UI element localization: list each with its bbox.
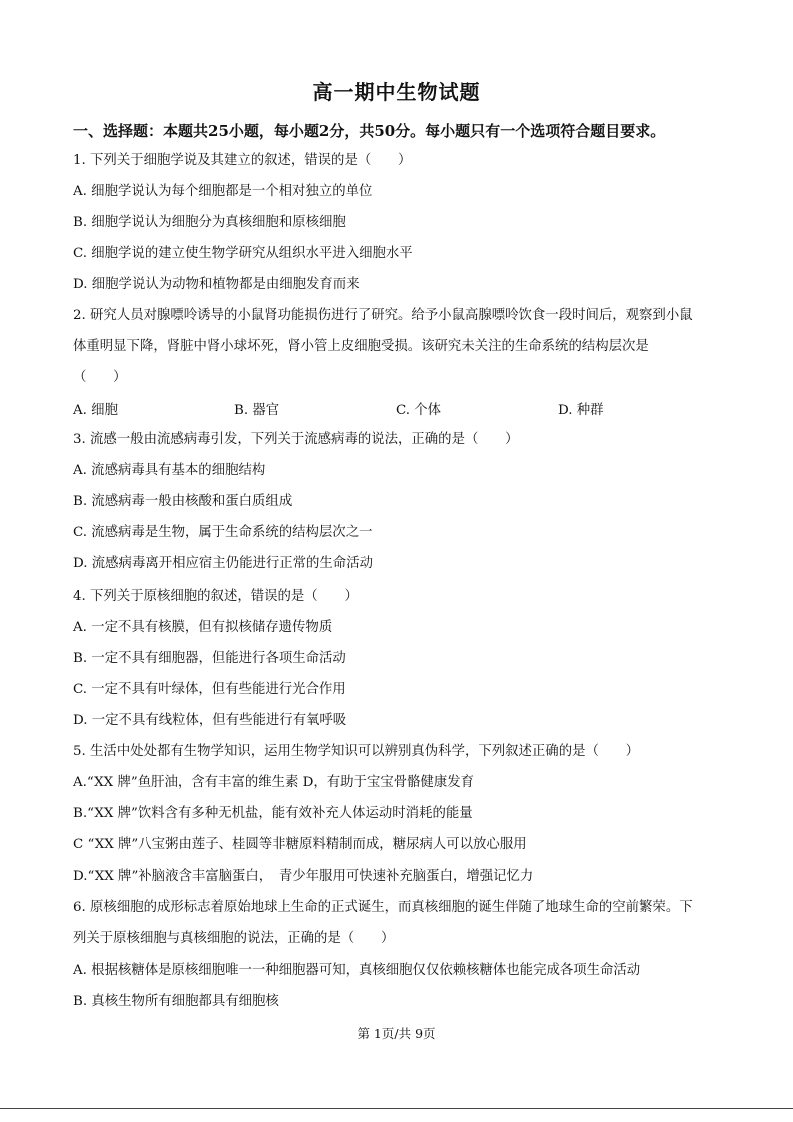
question-2-stem-line-1: 2. 研究人员对腺嘌呤诱导的小鼠肾功能损伤进行了研究。给予小鼠高腺嘌呤饮食一段时间后，观察到小鼠 xyxy=(73,308,693,323)
question-6-option-b: B. 真核生物所有细胞都具有细胞核 xyxy=(73,994,279,1009)
question-2-option-c: C. 个体 xyxy=(396,403,442,418)
question-3-option-d: D. 流感病毒离开相应宿主仍能进行正常的生命活动 xyxy=(73,556,373,571)
question-5-option-b: B.“XX 牌”饮料含有多种无机盐，能有效补充人体运动时消耗的能量 xyxy=(73,806,473,821)
question-6-option-a: A. 根据核糖体是原核细胞唯一一种细胞器可知，真核细胞仅仅依赖核糖体也能完成各项生命活动 xyxy=(73,963,641,978)
question-5-stem: 5. 生活中处处都有生物学知识，运用生物学知识可以辨别真伪科学，下列叙述正确的是（ ） xyxy=(73,744,640,759)
question-3-stem: 3. 流感一般由流感病毒引发，下列关于流感病毒的说法，正确的是（ ） xyxy=(73,432,519,447)
page-title: 高一期中生物试题 xyxy=(312,80,481,104)
question-3-option-a: A. 流感病毒具有基本的细胞结构 xyxy=(73,463,266,478)
section-heading: 一、选择题：本题共25小题，每小题2分，共50分。每小题只有一个选项符合题目要求。 xyxy=(73,122,666,140)
question-6-stem-line-2: 列关于原核细胞与真核细胞的说法，正确的是（ ） xyxy=(73,931,395,946)
question-4-option-c: C. 一定不具有叶绿体，但有些能进行光合作用 xyxy=(73,682,346,697)
question-4-option-b: B. 一定不具有细胞器，但能进行各项生命活动 xyxy=(73,651,346,666)
question-2-option-b: B. 器官 xyxy=(234,403,280,418)
question-1-option-b: B. 细胞学说认为细胞分为真核细胞和原核细胞 xyxy=(73,215,346,230)
question-3-option-c: C. 流感病毒是生物，属于生命系统的结构层次之一 xyxy=(73,525,373,540)
question-4-stem: 4. 下列关于原核细胞的叙述，错误的是（ ） xyxy=(73,589,358,604)
question-2-stem-line-3: （ ） xyxy=(73,370,127,385)
question-5-option-c: C “XX 牌”八宝粥由莲子、桂圆等非糖原料精制而成，糖尿病人可以放心服用 xyxy=(73,837,527,852)
question-2-stem-line-2: 体重明显下降，肾脏中肾小球坏死，肾小管上皮细胞受损。该研究未关注的生命系统的结构层次是 xyxy=(73,339,649,354)
question-3-option-b: B. 流感病毒一般由核酸和蛋白质组成 xyxy=(73,494,293,509)
question-2-option-d: D. 种群 xyxy=(558,403,604,418)
question-6-stem-line-1: 6. 原核细胞的成形标志着原始地球上生命的正式诞生，而真核细胞的诞生伴随了地球生命的空前繁荣。下 xyxy=(73,900,693,915)
question-2-options xyxy=(73,399,723,419)
page-bottom-edge xyxy=(0,1108,793,1109)
question-1-option-d: D. 细胞学说认为动物和植物都是由细胞发育而来 xyxy=(73,277,360,292)
question-2-option-a: A. 细胞 xyxy=(73,403,118,418)
question-1-option-a: A. 细胞学说认为每个细胞都是一个相对独立的单位 xyxy=(73,184,373,199)
question-4-option-a: A. 一定不具有核膜，但有拟核储存遗传物质 xyxy=(73,620,333,635)
page-footer: 第 1页/共 9页 xyxy=(357,1026,436,1041)
question-1-stem: 1. 下列关于细胞学说及其建立的叙述，错误的是（ ） xyxy=(73,153,412,168)
question-5-option-d: D.“XX 牌”补脑液含丰富脑蛋白， 青少年服用可快速补充脑蛋白，增强记忆力 xyxy=(73,869,534,884)
question-5-option-a: A.“XX 牌”鱼肝油，含有丰富的维生素 D，有助于宝宝骨骼健康发育 xyxy=(73,775,475,790)
question-1-option-c: C. 细胞学说的建立使生物学研究从组织水平进入细胞水平 xyxy=(73,246,413,261)
question-4-option-d: D. 一定不具有线粒体，但有些能进行有氧呼吸 xyxy=(73,713,347,728)
